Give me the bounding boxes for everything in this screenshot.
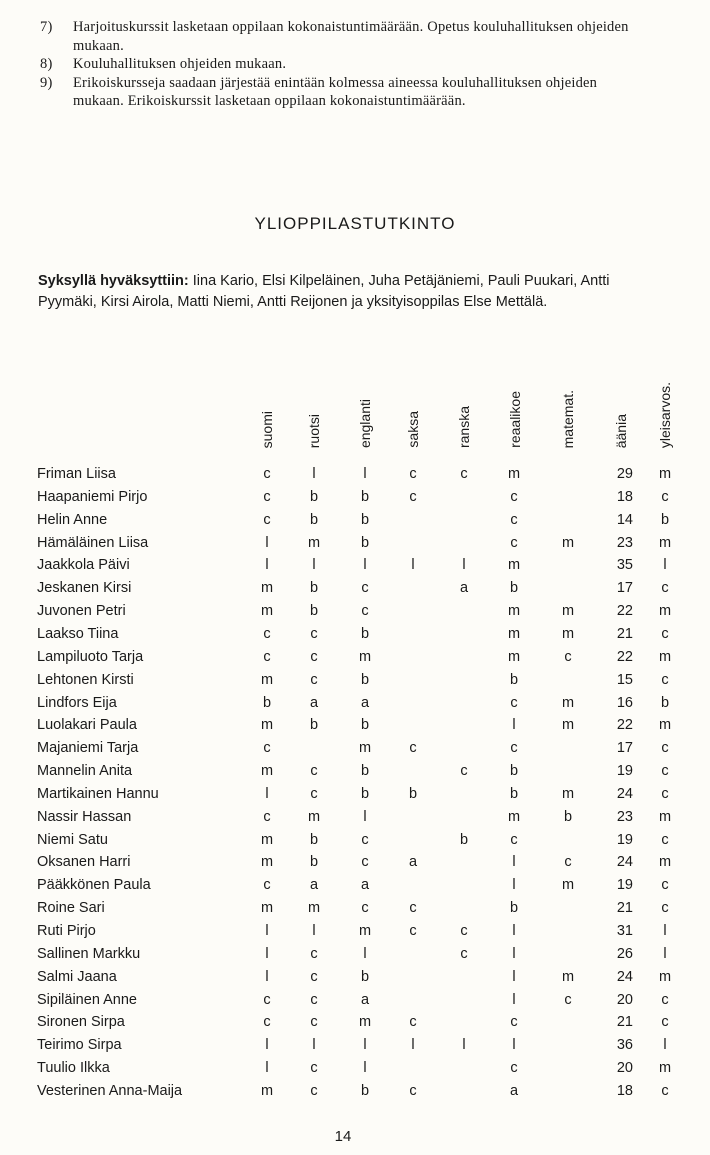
grade-saksa: c: [409, 1014, 417, 1031]
grade-suomi: l: [265, 923, 269, 939]
grade-reaalikoe: l: [512, 991, 516, 1008]
student-name: Salmi Jaana: [37, 968, 117, 985]
grade-saksa: l: [411, 557, 415, 574]
vote-count: 22: [616, 603, 633, 620]
footnote: [40, 74, 640, 111]
grade-matemat: c: [564, 991, 572, 1008]
vote-count: 18: [616, 488, 633, 505]
vote-count: 20: [616, 1060, 633, 1077]
table-row: [0, 623, 710, 646]
overall-grade: c: [661, 991, 669, 1008]
grade-ruotsi: m: [307, 534, 321, 551]
grade-suomi: c: [263, 648, 271, 665]
section-title: YLIOPPILASTUTKINTO: [254, 214, 456, 233]
table-row: [0, 714, 710, 737]
vote-count: 22: [616, 648, 633, 665]
grade-englanti: a: [360, 991, 370, 1008]
student-name: Helin Anne: [37, 511, 108, 528]
table-row: [0, 646, 710, 669]
vote-count: 19: [616, 831, 633, 848]
grade-ruotsi: b: [309, 717, 319, 734]
vote-count: 15: [616, 671, 633, 688]
grade-reaalikoe: b: [509, 785, 519, 802]
overall-grade: m: [658, 534, 672, 551]
column-header-yleisarvos: yleisarvos.: [657, 381, 673, 448]
grade-suomi: c: [263, 488, 271, 505]
page-number: 14: [334, 1128, 352, 1145]
vote-count: 23: [616, 534, 633, 551]
vote-count: 19: [616, 877, 633, 894]
vote-count: 26: [616, 945, 633, 962]
grade-saksa: a: [408, 854, 418, 871]
grade-matemat: m: [561, 968, 575, 985]
grade-reaalikoe: b: [509, 580, 519, 597]
grade-matemat: b: [563, 808, 573, 825]
grade-englanti: a: [360, 694, 370, 711]
overall-grade: b: [660, 511, 670, 528]
overall-grade: l: [663, 1037, 667, 1054]
grade-reaalikoe: c: [510, 694, 518, 711]
grade-reaalikoe: m: [507, 603, 521, 620]
column-header-matemat: matemat.: [560, 389, 576, 448]
grade-suomi: m: [260, 603, 274, 620]
grade-saksa: b: [408, 785, 418, 802]
overall-grade: l: [663, 945, 667, 962]
table-row: [0, 554, 710, 577]
grade-englanti: b: [360, 785, 370, 802]
grade-ruotsi: l: [312, 1037, 316, 1054]
grade-reaalikoe: l: [512, 945, 516, 962]
column-header-suomi: suomi: [259, 410, 275, 448]
grade-englanti: c: [361, 854, 369, 871]
table-row: [0, 486, 710, 509]
grade-saksa: c: [409, 923, 417, 939]
grade-englanti: b: [360, 1082, 370, 1099]
student-name: Teirimo Sirpa: [37, 1037, 122, 1054]
overall-grade: c: [661, 625, 669, 642]
grade-englanti: m: [358, 740, 372, 757]
overall-grade: m: [658, 1060, 672, 1077]
grade-reaalikoe: c: [510, 740, 518, 757]
grade-englanti: l: [363, 1060, 367, 1077]
table-row: [0, 829, 710, 852]
grade-matemat: m: [561, 625, 575, 642]
grade-saksa: c: [409, 900, 417, 917]
table-row: [0, 760, 710, 783]
grade-ruotsi: b: [309, 603, 319, 620]
grade-ranska: c: [460, 945, 468, 962]
grade-matemat: m: [561, 785, 575, 802]
table-row: [0, 577, 710, 600]
grade-suomi: c: [263, 1014, 271, 1031]
grade-suomi: l: [265, 1037, 269, 1054]
grade-matemat: m: [561, 534, 575, 551]
overall-grade: l: [663, 557, 667, 574]
grade-suomi: m: [260, 1082, 274, 1099]
vote-count: 22: [616, 717, 633, 734]
grade-ruotsi: l: [312, 466, 316, 482]
overall-grade: m: [658, 717, 672, 734]
table-row: [0, 692, 710, 715]
student-name: Lindfors Eija: [37, 694, 117, 711]
grade-ruotsi: c: [310, 671, 318, 688]
grade-suomi: l: [265, 785, 269, 802]
student-name: Vesterinen Anna-Maija: [37, 1082, 183, 1099]
grade-ruotsi: b: [309, 488, 319, 505]
grade-reaalikoe: b: [509, 900, 519, 917]
grade-ranska: c: [460, 466, 468, 482]
table-row: [0, 783, 710, 806]
grade-englanti: l: [363, 1037, 367, 1054]
grade-ruotsi: b: [309, 831, 319, 848]
intro-text: Iina Kario, Elsi Kilpeläinen, Juha Petäjäniemi, Pauli Puukari, Antti Pyymäki, Kirsi Airola, Matti Niemi, Antti Reijonen ja yksityisoppilas Else Mettälä.: [38, 273, 610, 310]
grade-ruotsi: b: [309, 580, 319, 597]
vote-count: 24: [616, 968, 633, 985]
grade-suomi: m: [260, 580, 274, 597]
overall-grade: m: [658, 466, 672, 482]
vote-count: 23: [616, 808, 633, 825]
column-header-aania: äänia: [613, 413, 629, 448]
grade-ruotsi: a: [309, 694, 319, 711]
grade-englanti: a: [360, 877, 370, 894]
student-name: Niemi Satu: [37, 831, 108, 848]
overall-grade: l: [663, 923, 667, 939]
grade-saksa: c: [409, 466, 417, 482]
overall-grade: c: [661, 785, 669, 802]
grade-ruotsi: m: [307, 900, 321, 917]
table-row: [0, 1057, 710, 1080]
table-row: [0, 920, 710, 943]
grade-suomi: l: [265, 557, 269, 574]
student-name: Sipiläinen Anne: [37, 991, 137, 1008]
grade-ruotsi: c: [310, 785, 318, 802]
grade-reaalikoe: m: [507, 625, 521, 642]
overall-grade: c: [661, 1014, 669, 1031]
overall-grade: c: [661, 831, 669, 848]
grade-reaalikoe: l: [512, 877, 516, 894]
grade-matemat: m: [561, 603, 575, 620]
column-header-englanti: englanti: [357, 398, 373, 448]
vote-count: 19: [616, 763, 633, 780]
grade-ranska: c: [460, 923, 468, 939]
vote-count: 36: [616, 1037, 633, 1054]
intro-paragraph: [38, 271, 638, 313]
overall-grade: c: [661, 763, 669, 780]
column-header-ruotsi: ruotsi: [306, 413, 322, 448]
vote-count: 17: [616, 580, 633, 597]
grade-ranska: l: [462, 557, 466, 574]
grade-ruotsi: b: [309, 511, 319, 528]
grade-suomi: c: [263, 511, 271, 528]
overall-grade: c: [661, 488, 669, 505]
footnote: [40, 18, 640, 55]
student-name: Juvonen Petri: [37, 603, 126, 620]
grade-englanti: c: [361, 831, 369, 848]
table-row: [0, 1080, 710, 1103]
grade-englanti: m: [358, 648, 372, 665]
grade-englanti: b: [360, 625, 370, 642]
grade-reaalikoe: l: [512, 1037, 516, 1054]
grade-englanti: b: [360, 717, 370, 734]
overall-grade: m: [658, 648, 672, 665]
vote-count: 21: [616, 1014, 633, 1031]
overall-grade: c: [661, 900, 669, 917]
grade-ruotsi: c: [310, 1014, 318, 1031]
table-row: [0, 851, 710, 874]
student-name: Jaakkola Päivi: [37, 557, 130, 574]
student-name: Lehtonen Kirsti: [37, 671, 134, 688]
grade-englanti: b: [360, 763, 370, 780]
grade-matemat: m: [561, 877, 575, 894]
grade-suomi: c: [263, 740, 271, 757]
footnote-text: Erikoiskursseja saadaan järjestää enintään kolmessa aineessa kouluhallituksen ohjeiden mukaan. Erikoiskurssit lasketaan oppilaan kokonaistuntimäärään.: [73, 74, 598, 109]
footnotes: [40, 18, 640, 111]
student-name: Sallinen Markku: [37, 945, 141, 962]
column-header-reaalikoe: reaalikoe: [507, 391, 523, 448]
grade-suomi: l: [265, 1060, 269, 1077]
footnote-text: Kouluhallituksen ohjeiden mukaan.: [73, 56, 287, 72]
vote-count: 18: [616, 1082, 633, 1099]
grade-suomi: c: [263, 808, 271, 825]
grade-englanti: c: [361, 603, 369, 620]
overall-grade: c: [661, 740, 669, 757]
grade-saksa: l: [411, 1037, 415, 1054]
vote-count: 14: [616, 511, 633, 528]
grade-suomi: m: [260, 900, 274, 917]
grade-englanti: m: [358, 923, 372, 939]
vote-count: 20: [616, 991, 633, 1008]
student-name: Laakso Tiina: [37, 625, 119, 642]
grade-englanti: b: [360, 968, 370, 985]
grade-reaalikoe: c: [510, 488, 518, 505]
grade-reaalikoe: c: [510, 1060, 518, 1077]
grade-suomi: b: [262, 694, 272, 711]
table-row: [0, 874, 710, 897]
grade-suomi: c: [263, 466, 271, 482]
footnote-number: 7): [40, 19, 53, 35]
grade-ranska: l: [462, 1037, 466, 1054]
grade-englanti: b: [360, 534, 370, 551]
grade-englanti: b: [360, 511, 370, 528]
vote-count: 31: [616, 923, 633, 939]
grade-englanti: b: [360, 488, 370, 505]
grade-reaalikoe: m: [507, 808, 521, 825]
footnote-text: Harjoituskurssit lasketaan oppilaan kokonaistuntimäärään. Opetus kouluhallituksen ohjeiden mukaan.: [73, 19, 629, 54]
table-row: [0, 966, 710, 989]
grade-ruotsi: c: [310, 968, 318, 985]
overall-grade: b: [660, 694, 670, 711]
table-row: [0, 737, 710, 760]
grade-reaalikoe: m: [507, 648, 521, 665]
grade-reaalikoe: c: [510, 534, 518, 551]
grade-ruotsi: c: [310, 648, 318, 665]
grade-ruotsi: c: [310, 1060, 318, 1077]
grade-englanti: l: [363, 808, 367, 825]
grade-englanti: l: [363, 945, 367, 962]
student-name: Roine Sari: [37, 900, 105, 917]
table-row: [0, 943, 710, 966]
table-row: [0, 1011, 710, 1034]
grade-matemat: m: [561, 694, 575, 711]
vote-count: 24: [616, 785, 633, 802]
table-row: [0, 669, 710, 692]
footnote-number: 9): [40, 74, 53, 91]
grade-saksa: c: [409, 740, 417, 757]
vote-count: 16: [616, 694, 633, 711]
student-name: Luolakari Paula: [37, 717, 137, 734]
grade-reaalikoe: l: [512, 968, 516, 985]
overall-grade: m: [658, 854, 672, 871]
table-row: [0, 1034, 710, 1057]
grade-reaalikoe: l: [512, 717, 516, 734]
grade-ruotsi: l: [312, 557, 316, 574]
grade-suomi: l: [265, 534, 269, 551]
footnote: [40, 55, 640, 74]
student-name: Sironen Sirpa: [37, 1014, 125, 1031]
student-name: Nassir Hassan: [37, 808, 132, 825]
grade-englanti: c: [361, 580, 369, 597]
grade-reaalikoe: c: [510, 831, 518, 848]
vote-count: 21: [616, 625, 633, 642]
grade-reaalikoe: b: [509, 671, 519, 688]
grade-suomi: m: [260, 671, 274, 688]
column-header-ranska: ranska: [456, 405, 472, 448]
student-name: Haapaniemi Pirjo: [37, 488, 148, 505]
grade-englanti: l: [363, 466, 367, 482]
student-name: Tuulio Ilkka: [37, 1060, 110, 1077]
student-name: Ruti Pirjo: [37, 923, 96, 939]
grade-suomi: c: [263, 991, 271, 1008]
vote-count: 24: [616, 854, 633, 871]
overall-grade: c: [661, 1082, 669, 1099]
table-row: [0, 463, 710, 486]
vote-count: 17: [616, 740, 633, 757]
grade-ranska: b: [459, 831, 469, 848]
grade-ruotsi: c: [310, 763, 318, 780]
grade-reaalikoe: m: [507, 466, 521, 482]
grade-ruotsi: c: [310, 1082, 318, 1099]
grade-englanti: m: [358, 1014, 372, 1031]
student-name: Friman Liisa: [37, 466, 116, 482]
footnote-number: 8): [40, 56, 53, 72]
grade-matemat: c: [564, 648, 572, 665]
grade-ruotsi: m: [307, 808, 321, 825]
table-row: [0, 806, 710, 829]
grade-suomi: l: [265, 968, 269, 985]
grade-suomi: m: [260, 854, 274, 871]
student-name: Lampiluoto Tarja: [37, 648, 144, 665]
grade-suomi: m: [260, 763, 274, 780]
table-row: [0, 989, 710, 1012]
vote-count: 35: [616, 557, 633, 574]
grade-ranska: a: [459, 580, 469, 597]
table-row: [0, 532, 710, 555]
grade-reaalikoe: l: [512, 923, 516, 939]
student-name: Hämäläinen Liisa: [37, 534, 149, 551]
grade-saksa: c: [409, 488, 417, 505]
grade-reaalikoe: c: [510, 1014, 518, 1031]
student-name: Jeskanen Kirsi: [37, 580, 132, 597]
grade-ruotsi: c: [310, 991, 318, 1008]
grade-ruotsi: l: [312, 923, 316, 939]
grade-ranska: c: [460, 763, 468, 780]
student-name: Pääkkönen Paula: [37, 877, 151, 894]
grade-suomi: c: [263, 625, 271, 642]
grade-englanti: b: [360, 671, 370, 688]
overall-grade: m: [658, 808, 672, 825]
overall-grade: c: [661, 580, 669, 597]
student-name: Martikainen Hannu: [37, 785, 159, 802]
column-header-saksa: saksa: [405, 411, 421, 448]
grade-reaalikoe: b: [509, 763, 519, 780]
grade-suomi: m: [260, 831, 274, 848]
grade-reaalikoe: m: [507, 557, 521, 574]
grade-reaalikoe: a: [509, 1082, 519, 1099]
table-row: [0, 600, 710, 623]
overall-grade: c: [661, 671, 669, 688]
grade-matemat: m: [561, 717, 575, 734]
grade-reaalikoe: c: [510, 511, 518, 528]
vote-count: 29: [616, 466, 633, 482]
table-row: [0, 897, 710, 920]
grade-suomi: c: [263, 877, 271, 894]
grade-ruotsi: b: [309, 854, 319, 871]
grade-matemat: c: [564, 854, 572, 871]
grade-ruotsi: c: [310, 945, 318, 962]
student-name: Mannelin Anita: [37, 763, 133, 780]
overall-grade: m: [658, 968, 672, 985]
intro-lead: Syksyllä hyväksyttiin:: [38, 273, 189, 289]
student-name: Oksanen Harri: [37, 854, 131, 871]
grade-ruotsi: c: [310, 625, 318, 642]
grade-englanti: c: [361, 900, 369, 917]
overall-grade: c: [661, 877, 669, 894]
grade-saksa: c: [409, 1082, 417, 1099]
vote-count: 21: [616, 900, 633, 917]
grade-suomi: l: [265, 945, 269, 962]
table-row: [0, 509, 710, 532]
overall-grade: m: [658, 603, 672, 620]
grade-ruotsi: a: [309, 877, 319, 894]
student-name: Majaniemi Tarja: [37, 740, 139, 757]
grade-reaalikoe: l: [512, 854, 516, 871]
grade-suomi: m: [260, 717, 274, 734]
grade-englanti: l: [363, 557, 367, 574]
